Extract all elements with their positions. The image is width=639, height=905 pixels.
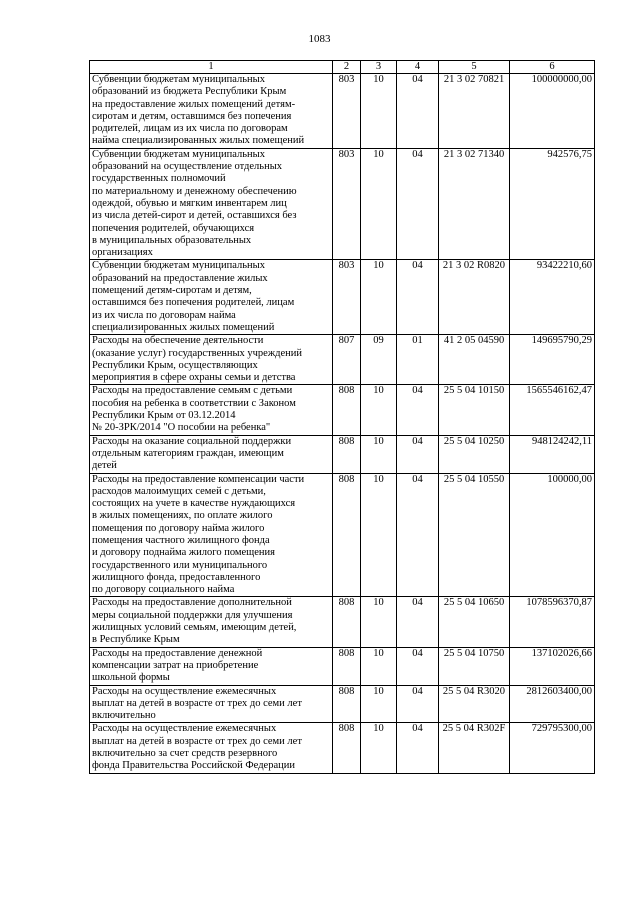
header-cell: 5 [439,61,510,74]
section-cell: 10 [361,647,397,685]
table-row [90,685,595,723]
table-row [90,723,595,773]
header-row [90,61,595,74]
header-cell: 6 [510,61,595,74]
description-cell: Расходы на предоставление дополнительной меры социальной поддержки для улучшения жилищных условий семьям, имеющим детей, в Республике Крым [90,597,333,647]
table-row [90,148,595,260]
subsection-cell: 04 [397,723,439,773]
description-cell: Расходы на предоставление денежной компенсации затрат на приобретение школьной формы [90,647,333,685]
target-article-cell: 25 5 04 10750 [439,647,510,685]
target-article-cell: 25 5 04 R302F [439,723,510,773]
admin-code-cell: 807 [333,335,361,385]
header-cell: 1 [90,61,333,74]
description-cell: Субвенции бюджетам муниципальных образований на предоставление жилых помещений детям-сиротам и детям, оставшимся без попечения родителей, лицам из их числа по договорам найма специализированных жилых помещений [90,260,333,335]
section-cell: 10 [361,260,397,335]
table-row [90,647,595,685]
header-cell: 4 [397,61,439,74]
table-row [90,335,595,385]
description-cell: Расходы на предоставление семьям с детьми пособия на ребенка в соответствии с Законом Республики Крым от 03.12.2014 № 20-ЗРК/2014 "О пособии на ребенка" [90,385,333,435]
subsection-cell: 04 [397,385,439,435]
admin-code-cell: 808 [333,473,361,597]
amount-cell: 729795300,00 [510,723,595,773]
amount-cell: 1078596370,87 [510,597,595,647]
section-cell: 10 [361,597,397,647]
admin-code-cell: 808 [333,597,361,647]
section-cell: 10 [361,685,397,723]
description-cell: Расходы на обеспечение деятельности (оказание услуг) государственных учреждений Республики Крым, осуществляющих мероприятия в сфере охраны семьи и детства [90,335,333,385]
header-cell: 2 [333,61,361,74]
section-cell: 10 [361,723,397,773]
amount-cell: 149695790,29 [510,335,595,385]
amount-cell: 93422210,60 [510,260,595,335]
amount-cell: 2812603400,00 [510,685,595,723]
admin-code-cell: 808 [333,385,361,435]
table-row [90,74,595,149]
subsection-cell: 04 [397,435,439,473]
target-article-cell: 25 5 04 10650 [439,597,510,647]
amount-cell: 137102026,66 [510,647,595,685]
page-number: 1083 [308,33,331,45]
section-cell: 10 [361,148,397,260]
description-cell: Субвенции бюджетам муниципальных образований из бюджета Республики Крым на предоставление жилых помещений детям- сиротам и детям, оставшимся без попечения родителей, лицам из их числа по договорам найма специализированных жилых помещений [90,74,333,149]
admin-code-cell: 808 [333,647,361,685]
target-article-cell: 21 3 02 R0820 [439,260,510,335]
section-cell: 10 [361,74,397,149]
section-cell: 10 [361,385,397,435]
description-cell: Расходы на осуществление ежемесячных выплат на детей в возрасте от трех до семи лет включительно [90,685,333,723]
target-article-cell: 25 5 04 10550 [439,473,510,597]
target-article-cell: 21 3 02 71340 [439,148,510,260]
amount-cell: 948124242,11 [510,435,595,473]
subsection-cell: 04 [397,473,439,597]
header-cell: 3 [361,61,397,74]
subsection-cell: 04 [397,148,439,260]
subsection-cell: 04 [397,685,439,723]
target-article-cell: 21 3 02 70821 [439,74,510,149]
description-cell: Расходы на оказание социальной поддержки отдельным категориям граждан, имеющим детей [90,435,333,473]
target-article-cell: 41 2 05 04590 [439,335,510,385]
subsection-cell: 04 [397,597,439,647]
admin-code-cell: 803 [333,260,361,335]
amount-cell: 1565546162,47 [510,385,595,435]
section-cell: 10 [361,473,397,597]
admin-code-cell: 803 [333,74,361,149]
admin-code-cell: 808 [333,723,361,773]
amount-cell: 942576,75 [510,148,595,260]
table-row [90,435,595,473]
table-row [90,385,595,435]
target-article-cell: 25 5 04 10250 [439,435,510,473]
subsection-cell: 01 [397,335,439,385]
section-cell: 09 [361,335,397,385]
budget-table [89,60,595,774]
target-article-cell: 25 5 04 R3020 [439,685,510,723]
subsection-cell: 04 [397,647,439,685]
admin-code-cell: 808 [333,435,361,473]
admin-code-cell: 803 [333,148,361,260]
description-cell: Расходы на осуществление ежемесячных выплат на детей в возрасте от трех до семи лет включительно за счет средств резервного фонда Правительства Российской Федерации [90,723,333,773]
table-row [90,597,595,647]
target-article-cell: 25 5 04 10150 [439,385,510,435]
description-cell: Расходы на предоставление компенсации части расходов малоимущих семей с детьми, состоящих на учете в качестве нуждающихся в жилых помещениях, по оплате жилого помещения по договору найма жилого помещения частного жилищного фонда и договору поднайма жилого помещения государственного или муниципального жилищного фонда, предоставленного по договору социального найма [90,473,333,597]
amount-cell: 100000000,00 [510,74,595,149]
table-row [90,473,595,597]
description-cell: Субвенции бюджетам муниципальных образований на осуществление отдельных государственных полномочий по материальному и денежному обеспечению одеждой, обувью и мягким инвентарем лиц из числа детей-сирот и детей, оставшихся без попечения родителей, обучающихся в муниципальных образовательных организациях [90,148,333,260]
subsection-cell: 04 [397,260,439,335]
amount-cell: 100000,00 [510,473,595,597]
subsection-cell: 04 [397,74,439,149]
admin-code-cell: 808 [333,685,361,723]
table-row [90,260,595,335]
section-cell: 10 [361,435,397,473]
